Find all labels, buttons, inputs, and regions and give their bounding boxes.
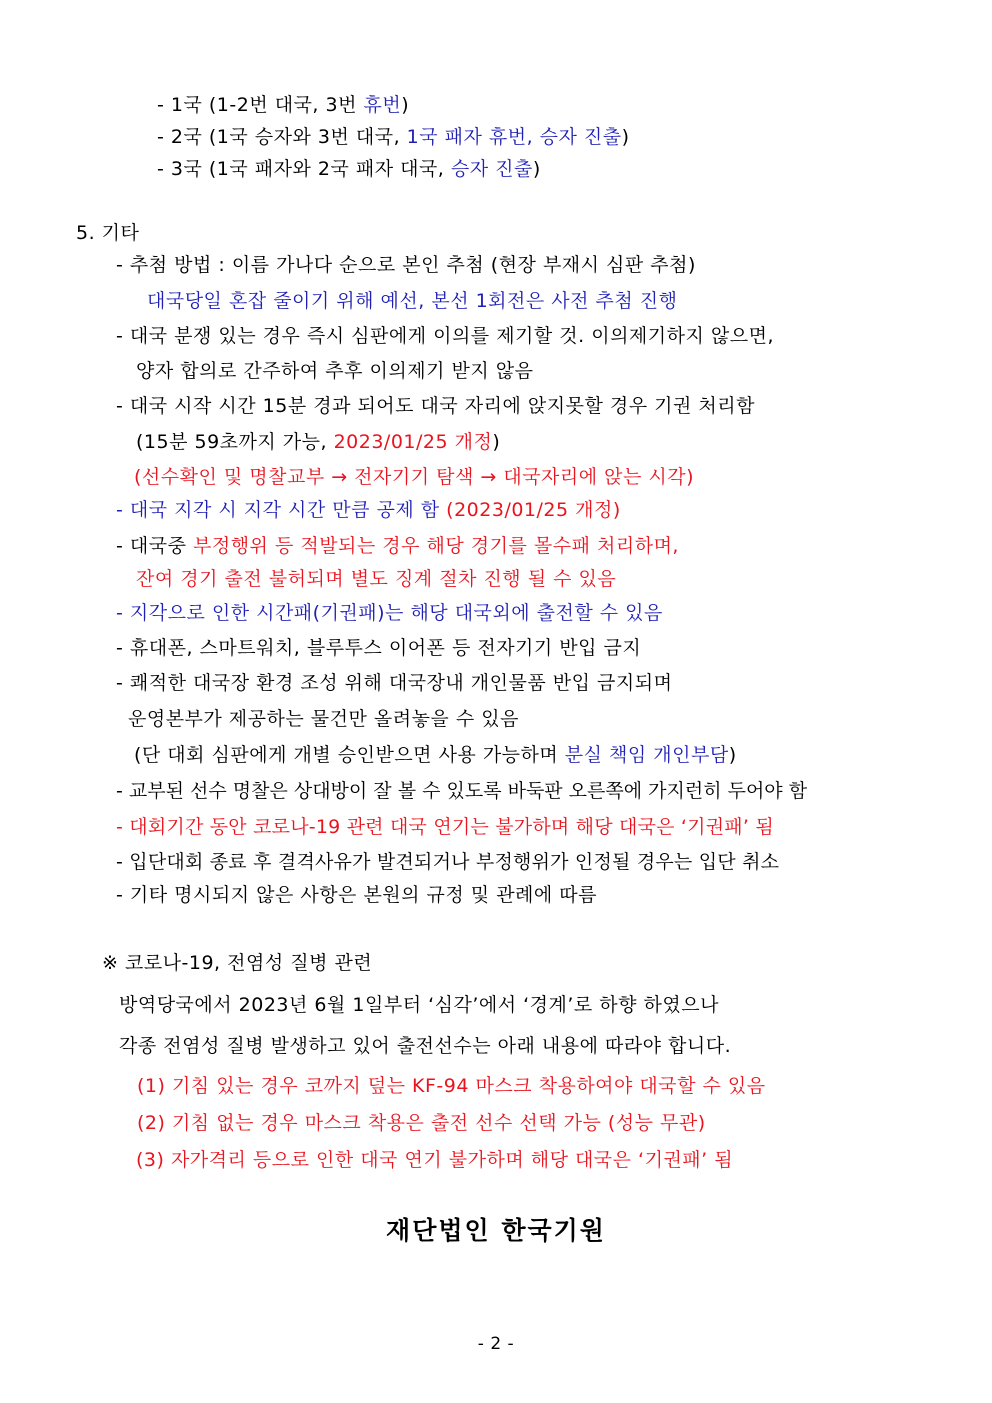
round-3: [157, 156, 541, 182]
organization-name: 재단법인 한국기원: [386, 1216, 606, 1245]
round-1-text: - 1국 (1-2번 대국, 3번: [157, 94, 364, 116]
deduct-revision: (2023/01/25 개정): [446, 499, 621, 521]
page-number: - 2 -: [477, 1334, 515, 1354]
belongings-3-text: (단 대회 심판에게 개별 승인받으면 사용 가능하며: [134, 744, 565, 766]
belongings-line-2: 운영본부가 제공하는 물건만 올려놓을 수 있음: [128, 708, 519, 730]
round-1-highlight: 휴번: [363, 94, 402, 116]
belongings-3-highlight: 분실 책임 개인부담: [564, 744, 729, 766]
dispute-line-1: - 대국 분쟁 있는 경우 즉시 심판에게 이의를 제기할 것. 이의제기하지 않으면,: [116, 325, 774, 347]
covid-paragraph-2: 각종 전염성 질병 발생하고 있어 출전선수는 아래 내용에 따라야 합니다.: [119, 1035, 732, 1057]
round-3-close: ): [532, 158, 541, 180]
draw-note: 대국당일 혼잡 줄이기 위해 예선, 본선 1회전은 사전 추첨 진행: [147, 290, 678, 312]
cheat-line-2: 잔여 경기 출전 불허되며 별도 징계 절차 진행 될 수 있음: [136, 568, 617, 590]
cheat-line-1: [116, 533, 679, 559]
late-line-3: (선수확인 및 명찰교부 → 전자기기 탐색 → 대국자리에 앉는 시각): [134, 466, 695, 488]
belongings-line-1: - 쾌적한 대국장 환경 조성 위해 대국장내 개인물품 반입 금지되며: [116, 672, 673, 694]
draw-method: - 추첨 방법 : 이름 가나다 순으로 본인 추첨 (현장 부재시 심판 추첨): [116, 254, 696, 276]
cheat-highlight: 부정행위 등 적발되는 경우 해당 경기를 몰수패 처리하며,: [193, 535, 679, 557]
cancel-line: - 입단대회 종료 후 결격사유가 발견되거나 부정행위가 인정될 경우는 입단 취소: [116, 851, 780, 873]
round-1-close: ): [401, 94, 410, 116]
belongings-3-close: ): [728, 744, 737, 766]
round-3-highlight: 승자 진출: [450, 158, 533, 180]
section-heading: 5. 기타: [76, 222, 140, 244]
covid-item-1: (1) 기침 있는 경우 코까지 덮는 KF-94 마스크 착용하여야 대국할 수 있음: [137, 1075, 766, 1097]
round-3-text: - 3국 (1국 패자와 2국 패자 대국,: [157, 158, 451, 180]
covid-item-3: (3) 자가격리 등으로 인한 대국 연기 불가하며 해당 대국은 ‘기권패’ 됨: [136, 1149, 734, 1171]
round-2-text: - 2국 (1국 승자와 3번 대국,: [157, 126, 407, 148]
round-2-close: ): [621, 126, 630, 148]
nametag-line: - 교부된 선수 명찰은 상대방이 잘 볼 수 있도록 바둑판 오른쪽에 가지런히 두어야 함: [116, 780, 808, 802]
late-line-2: [136, 429, 500, 455]
revision-date: 2023/01/25 개정: [333, 431, 493, 453]
covid-postpone-line: - 대회기간 동안 코로나-19 관련 대국 연기는 불가하며 해당 대국은 ‘기권패’ 됨: [116, 816, 774, 838]
belongings-line-3: [134, 742, 737, 768]
dispute-line-2: 양자 합의로 간주하여 추후 이의제기 받지 않음: [136, 360, 534, 382]
covid-paragraph-1: 방역당국에서 2023년 6월 1일부터 ‘심각’에서 ‘경계’로 하향 하였으나: [119, 994, 719, 1016]
timeloss-line: - 지각으로 인한 시간패(기권패)는 해당 대국외에 출전할 수 있음: [116, 602, 663, 624]
deduct-line: [116, 497, 621, 523]
deduct-text: - 대국 지각 시 지각 시간 만큼 공제 함: [116, 499, 447, 521]
round-2-highlight: 1국 패자 휴번, 승자 진출: [406, 126, 622, 148]
late-line-2-text: (15분 59초까지 가능,: [136, 431, 334, 453]
covid-item-2: (2) 기침 없는 경우 마스크 착용은 출전 선수 선택 가능 (성능 무관): [137, 1112, 706, 1134]
round-2: [157, 124, 630, 150]
other-line: - 기타 명시되지 않은 사항은 본원의 규정 및 관례에 따름: [116, 884, 598, 906]
late-line-1: - 대국 시작 시간 15분 경과 되어도 대국 자리에 앉지못할 경우 기권 처리함: [116, 395, 755, 417]
late-line-2-close: ): [492, 431, 501, 453]
covid-heading: ※ 코로나-19, 전염성 질병 관련: [102, 952, 373, 974]
devices-line: - 휴대폰, 스마트워치, 블루투스 이어폰 등 전자기기 반입 금지: [116, 637, 642, 659]
cheat-prefix: - 대국중: [116, 535, 193, 557]
round-1: [157, 92, 409, 118]
